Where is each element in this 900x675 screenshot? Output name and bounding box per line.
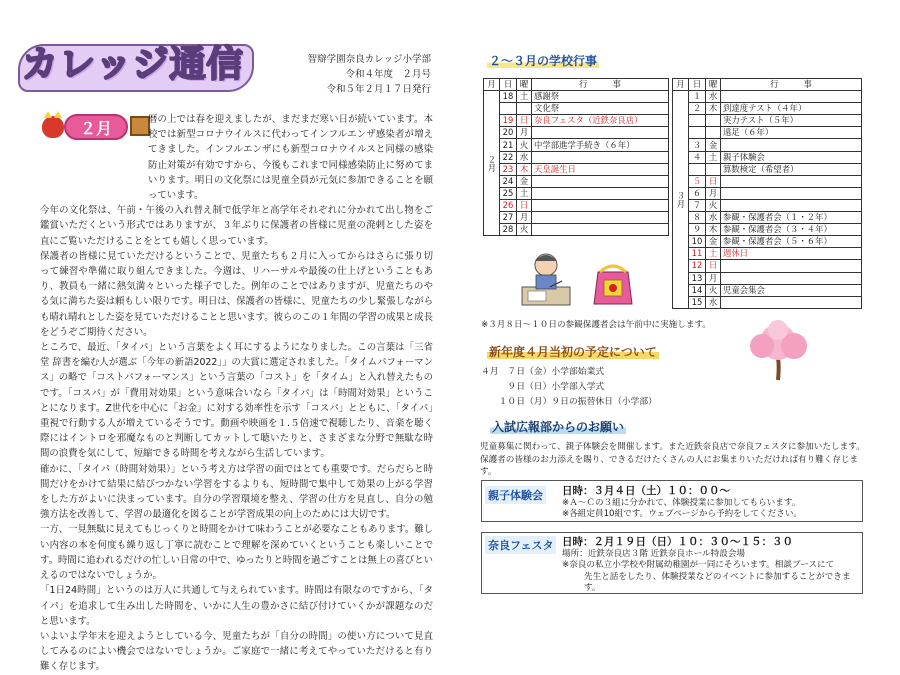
weekday-cell: 月: [517, 212, 532, 224]
event-cell: 天皇誕生日: [532, 163, 669, 175]
event-cell: 文化祭: [532, 103, 669, 115]
amulet-bag-illustration: [590, 258, 636, 308]
event-cell: [532, 175, 669, 187]
event-cell: [532, 199, 669, 211]
day-cell: ７: [689, 199, 706, 211]
event-cell: 感謝祭: [532, 91, 669, 103]
event-body: [562, 484, 802, 521]
article-paragraph: 確かに、「タイパ（時間対効果）」という考え方は学習の面ではとても重要です。だらだらと時間だけをかけて結果に結びつかない学習をするよりも、短時間で集中して効果の上がる学習をした方がよいに決まっています。自分の学習環境を整え、学習の仕方を見直し、自分の勉強方法を改善して、学習の最適化を図ることが学習成果の向上のためには大切です。: [40, 463, 433, 521]
event-cell: [721, 91, 862, 103]
weekday-cell: [706, 127, 721, 139]
event-cell: [532, 224, 669, 236]
event-box-nara-festa: [481, 532, 863, 594]
table-row: [484, 151, 669, 163]
list-item: １０日（月）９日の振替休日（小学部）: [481, 397, 657, 407]
weekday-cell: 水: [706, 296, 721, 308]
event-cell: 遠足（６年）: [721, 127, 862, 139]
day-cell: 28: [500, 224, 517, 236]
event-cell: [721, 187, 862, 199]
event-date: 日時：２月１９日（日）１０：３０～１５：３０: [562, 536, 793, 548]
event-cell: 到達度テスト（４年）: [721, 103, 862, 115]
weekday-cell: 日: [706, 260, 721, 272]
table-row: [484, 199, 669, 211]
table-row: [484, 103, 669, 115]
article-paragraph: 今年の文化祭は、午前・午後の入れ替え制で低学年と高学年それぞれに分かれて出し物をご鑑賞いただくという形式ではありますが、３年ぶりに保護者の皆様に児童の溌剌とした姿を直にご覧いただけることをとても嬉しく思っています。: [40, 205, 433, 247]
event-date: 日時：３月４日（土）１０：００～: [562, 485, 730, 497]
article-body: [40, 112, 433, 675]
event-cell: [721, 175, 862, 187]
article-paragraph: ところで、最近、「タイパ」という言葉をよく耳にするようになりました。この言葉は「三省堂 辞書を編む人が選ぶ「今年の新語2022」」の大賞に選定されました。「タイムパフォーマンス」の略で「コストパフォーマンス」という言葉の「コスト」を「タイム」と入れ替えたものです。「コスパ」が「費用対効果」という意味合いなら「タイパ」は「時間対効果」ということになります。Z世代を中心に「お金」に対する効率性を示す「コスパ」とともに、「タイパ」重視で行動する人が増えているそうです。動画や映画を１.５倍速で視聴したり、音楽を聴く際にはイントロを邪魔なものと判断してカットして聴いたりと、さまざまな分野で無駄な時間の浪費を気にして、短縮できる時間を考えながら生活しています。: [40, 342, 433, 460]
event-line: ※各組定員10組です。ウェブページから予約をしてください。: [562, 509, 803, 520]
table-row: [484, 127, 669, 139]
table-row: [673, 91, 862, 103]
event-cell: 算数検定（希望者）: [721, 163, 862, 175]
day-cell: [689, 115, 706, 127]
table-row: [484, 115, 669, 127]
issue-label: 令和４年度 ２月号: [345, 69, 431, 80]
col-month: 月: [484, 79, 500, 91]
event-cell: [532, 187, 669, 199]
table-row: [673, 115, 862, 127]
weekday-cell: 日: [517, 199, 532, 211]
weekday-cell: [706, 163, 721, 175]
event-cell: 児童会集会: [721, 284, 862, 296]
list-item: ９日（日）小学部入学式: [481, 382, 605, 392]
article-paragraph: いよいよ学年末を迎えようとしている今、児童たちが「自分の時間」の使い方について見直してみるのによい機会ではないでしょうか。ご家庭で一緒に考えてやっていただけると有り難く存じます。: [40, 630, 433, 673]
event-cell: [532, 151, 669, 163]
day-cell: 12: [689, 260, 706, 272]
weekday-cell: 月: [517, 127, 532, 139]
table-row: [673, 139, 862, 151]
day-cell: [689, 163, 706, 175]
article-paragraph: 「1日24時間」というのは万人に共通して与えられています。時間は有限なのですから、「タイパ」を追求して生み出した時間を、いかに人生の豊かさに結び付けていくかが課題なのだと思います。: [40, 585, 433, 627]
day-cell: ９: [689, 224, 706, 236]
event-cell: 参観・保護者会（１・２年）: [721, 212, 862, 224]
weekday-cell: 火: [517, 139, 532, 151]
event-line: 先生と話をしたり、体験授業などのイベントに参加することができます。: [584, 571, 851, 594]
table-row: [673, 284, 862, 296]
event-cell: [532, 212, 669, 224]
weekday-cell: [517, 103, 532, 115]
col-month: 月: [673, 79, 689, 91]
table-row: [673, 187, 862, 199]
month-cell: ２月: [484, 91, 500, 236]
event-cell: 奈良フェスタ（近鉄奈良店）: [532, 115, 669, 127]
table-row: [673, 103, 862, 115]
day-cell: 24: [500, 175, 517, 187]
weekday-cell: 火: [706, 284, 721, 296]
article-paragraph: 一方、一見無駄に見えてもじっくりと時間をかけて味わうことが必要なこともあります。難しい内容の本を何度も繰り返し丁寧に読むことで理解を深めていくということも楽しいことです。時間に追われるだけの忙しい日常の中で、ゆったりと時間を過ごすことは無上の喜びといえるのではないでしょうか。: [40, 524, 434, 582]
february-calendar: [483, 78, 669, 236]
event-cell: [532, 127, 669, 139]
col-event: 行 事: [532, 79, 669, 91]
table-row: [673, 272, 862, 284]
day-cell: ５: [689, 175, 706, 187]
table-row: [484, 175, 669, 187]
day-cell: 18: [500, 91, 517, 103]
table-row: [673, 175, 862, 187]
weekday-cell: 金: [706, 236, 721, 248]
day-cell: 20: [500, 127, 517, 139]
event-tag: 奈良フェスタ: [485, 536, 556, 554]
pr-section-title: 入試広報部からのお願い: [492, 420, 625, 434]
day-cell: 13: [689, 272, 706, 284]
table-row: [673, 260, 862, 272]
event-tag: 親子体験会: [485, 486, 546, 504]
table-row: [484, 187, 669, 199]
weekday-cell: 金: [517, 175, 532, 187]
table-row: [484, 163, 669, 175]
table-row: [673, 296, 862, 308]
weekday-cell: 土: [706, 248, 721, 260]
april-schedule-title: 新年度４月当初の予定について: [489, 345, 657, 359]
article-paragraph: 暦の上では春を迎えましたが、まだまだ寒い日が続いています。本校では新型コロナウイルスに代わってインフルエンザ感染者が増えてきました。インフルエンザにも新型コロナウイルスと同様の感染防止対策が有効ですから、今後もこれまで同様感染防止に努めてまいります。明日の文化祭には児童全員が元気に参加できることを願っています。: [148, 114, 433, 202]
day-cell: [689, 127, 706, 139]
studying-teacher-illustration: [520, 247, 572, 309]
day-cell: 26: [500, 199, 517, 211]
col-weekday: 曜: [517, 79, 532, 91]
event-line: ※Ａ～Ｃの３組に分かれて、体験授業に参加してもらいます。: [562, 498, 801, 508]
weekday-cell: 月: [706, 272, 721, 284]
day-cell: ４: [689, 151, 706, 163]
day-cell: ２: [689, 103, 706, 115]
table-row: [673, 163, 862, 175]
day-cell: １: [689, 91, 706, 103]
weekday-cell: 月: [706, 187, 721, 199]
event-cell: 実力テスト（５年）: [721, 115, 862, 127]
day-cell: 25: [500, 187, 517, 199]
weekday-cell: 土: [706, 151, 721, 163]
event-box-trial-class: [481, 480, 863, 522]
weekday-cell: 木: [517, 163, 532, 175]
weekday-cell: 火: [706, 199, 721, 211]
event-cell: 参観・保護者会（３・４年）: [721, 224, 862, 236]
masthead-info: [283, 52, 431, 97]
table-row: [673, 248, 862, 260]
weekday-cell: 木: [706, 224, 721, 236]
day-cell: 27: [500, 212, 517, 224]
cherry-blossom-illustration: [738, 320, 816, 380]
table-row: [484, 91, 669, 103]
event-cell: [721, 272, 862, 284]
calendar-title: ２～３月の学校行事: [489, 54, 598, 68]
day-cell: 10: [689, 236, 706, 248]
table-row: [673, 199, 862, 211]
event-body: [562, 535, 862, 595]
weekday-cell: 水: [706, 91, 721, 103]
col-day: 日: [689, 79, 706, 91]
event-cell: [721, 139, 862, 151]
col-weekday: 曜: [706, 79, 721, 91]
event-line: 場所：近鉄奈良店３階 近鉄奈良ホール特設会場: [562, 549, 746, 559]
weekday-cell: 金: [706, 139, 721, 151]
event-cell: [721, 199, 862, 211]
pr-section-text: 児童募集に関わって、親子体験会を開催します。また近鉄奈良店で奈良フェスタに参加いたします。保護者の皆様のお力添えを賜り、できるだけたくさんの人にお集まりいただければ有り難く存じます。: [480, 442, 865, 478]
weekday-cell: 木: [706, 103, 721, 115]
event-cell: 親子体験会: [721, 151, 862, 163]
event-cell: [721, 260, 862, 272]
table-row: [484, 139, 669, 151]
event-cell: 週休日: [721, 248, 862, 260]
april-schedule-list: [481, 365, 657, 410]
calendar-note: ※３月８日～１０日の参観保護者会は午前中に実施します。: [481, 320, 711, 330]
weekday-cell: 土: [517, 187, 532, 199]
col-event: 行 事: [721, 79, 862, 91]
day-cell: ６: [689, 187, 706, 199]
weekday-cell: 水: [517, 151, 532, 163]
weekday-cell: 日: [517, 115, 532, 127]
event-line: ※奈良の私立小学校や附属幼稚園が一同にそろいます。相談ブースにて: [562, 560, 835, 571]
weekday-cell: 土: [517, 91, 532, 103]
newsletter-logo: [18, 40, 258, 98]
list-item: ４月 ７日（金）小学部始業式: [481, 367, 605, 377]
table-row: [673, 236, 862, 248]
month-label: ２月: [64, 114, 128, 140]
day-cell: 11: [689, 248, 706, 260]
event-cell: 中学部進学手続き（６年）: [532, 139, 669, 151]
march-calendar: [672, 78, 862, 309]
event-cell: 参観・保護者会（５・６年）: [721, 236, 862, 248]
day-cell: 21: [500, 139, 517, 151]
day-cell: 19: [500, 115, 517, 127]
event-cell: [721, 296, 862, 308]
table-row: [673, 224, 862, 236]
day-cell: 14: [689, 284, 706, 296]
table-row: [484, 212, 669, 224]
day-cell: ３: [689, 139, 706, 151]
weekday-cell: 火: [517, 224, 532, 236]
weekday-cell: 水: [706, 212, 721, 224]
day-cell: [500, 103, 517, 115]
table-row: [673, 151, 862, 163]
weekday-cell: 日: [706, 175, 721, 187]
day-cell: 22: [500, 151, 517, 163]
school-name: 智辯学園奈良カレッジ小学部: [307, 54, 431, 65]
table-row: [673, 127, 862, 139]
day-cell: 23: [500, 163, 517, 175]
month-cell: ３月: [673, 91, 689, 309]
day-cell: ８: [689, 212, 706, 224]
article-paragraph: 保護者の皆様に見ていただけるということで、児童たちも２月に入ってからはさらに張り切って練習や準備に取り組んできました。今週は、リハーサルや最後の仕上げということもあり、教員も一緒に熱気満々といった様子でした。例年のことではありますが、児童たちのやる気に満ちた姿は頼もしい限りです。明日は、保護者の皆様に、児童たちの少し緊張しながらも晴れ晴れとした姿を見ていただけることと思います。彼らのこの１年間の学習の成果と成長をどうぞご期待ください。: [40, 250, 434, 338]
col-day: 日: [500, 79, 517, 91]
day-cell: 15: [689, 296, 706, 308]
publish-date: 令和５年２月１７日発行: [326, 84, 431, 95]
logo-text: カレッジ通信: [22, 44, 244, 85]
table-row: [673, 212, 862, 224]
table-row: [484, 224, 669, 236]
weekday-cell: [706, 115, 721, 127]
